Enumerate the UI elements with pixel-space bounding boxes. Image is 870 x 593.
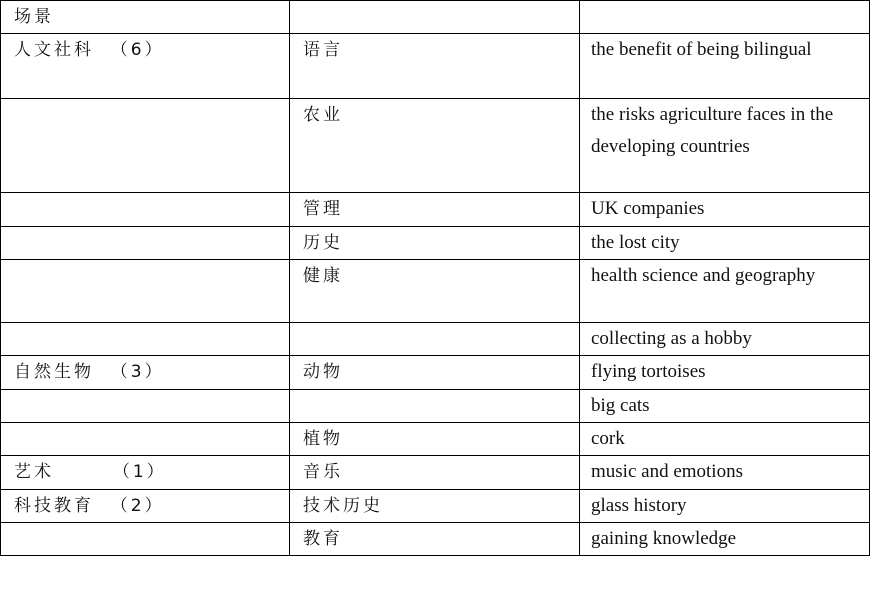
table-row bbox=[1, 423, 870, 456]
topic-text: the risks agriculture faces in the developing countries bbox=[591, 104, 834, 157]
topic-text: health science and geography bbox=[591, 265, 816, 286]
subfield-text: 教育 bbox=[303, 529, 343, 549]
category-cell bbox=[1, 227, 290, 260]
topic-cell bbox=[580, 1, 870, 34]
topic-text: big cats bbox=[591, 395, 650, 416]
table-row bbox=[1, 34, 870, 99]
subfield-text: 语言 bbox=[303, 40, 343, 60]
category-text bbox=[1, 227, 289, 231]
topic-text: glass history bbox=[591, 495, 687, 516]
category-cell bbox=[1, 390, 290, 423]
topic-text: flying tortoises bbox=[591, 361, 706, 382]
category-cell bbox=[1, 193, 290, 227]
table-row bbox=[1, 227, 870, 260]
category-cell bbox=[1, 1, 290, 34]
subfield-text: 技术历史 bbox=[303, 496, 383, 516]
topic-text: music and emotions bbox=[591, 461, 743, 482]
topic-text: cork bbox=[591, 428, 625, 449]
subfield-text: 农业 bbox=[303, 105, 343, 125]
category-text bbox=[1, 523, 289, 527]
category-text: 自然生物 （3） bbox=[14, 362, 165, 382]
subfield-text: 健康 bbox=[303, 266, 343, 286]
table-row bbox=[1, 1, 870, 34]
topic-cell bbox=[580, 193, 870, 227]
table-row bbox=[1, 323, 870, 356]
topic-cell bbox=[580, 356, 870, 390]
topic-text: UK companies bbox=[591, 198, 705, 219]
topic-text: collecting as a hobby bbox=[591, 328, 752, 349]
category-cell bbox=[1, 423, 290, 456]
category-text bbox=[1, 390, 289, 394]
topic-cell bbox=[580, 99, 870, 193]
category-cell bbox=[1, 34, 290, 99]
subfield-text bbox=[290, 1, 579, 5]
category-cell bbox=[1, 356, 290, 390]
subfield-cell bbox=[290, 99, 580, 193]
topic-text: gaining knowledge bbox=[591, 528, 737, 549]
topic-cell bbox=[580, 323, 870, 356]
category-text: 艺术 （1） bbox=[14, 462, 167, 482]
category-text bbox=[1, 193, 289, 197]
subfield-cell bbox=[290, 227, 580, 260]
subfield-text: 植物 bbox=[303, 429, 343, 449]
category-cell bbox=[1, 99, 290, 193]
table-row bbox=[1, 193, 870, 227]
subfield-cell bbox=[290, 193, 580, 227]
table-row bbox=[1, 456, 870, 490]
category-text bbox=[1, 260, 289, 264]
category-text bbox=[1, 323, 289, 327]
subfield-text: 动物 bbox=[303, 362, 343, 382]
topic-cell bbox=[580, 490, 870, 523]
table-row bbox=[1, 390, 870, 423]
topic-text: the benefit of being bilingual bbox=[591, 39, 812, 60]
table-row bbox=[1, 523, 870, 556]
subfield-cell bbox=[290, 523, 580, 556]
topic-cell bbox=[580, 227, 870, 260]
subfield-cell bbox=[290, 1, 580, 34]
topic-cell bbox=[580, 456, 870, 490]
category-cell bbox=[1, 523, 290, 556]
subfield-cell bbox=[290, 323, 580, 356]
subfield-cell bbox=[290, 390, 580, 423]
table-row bbox=[1, 490, 870, 523]
subfield-cell bbox=[290, 423, 580, 456]
subfield-text: 历史 bbox=[303, 233, 343, 253]
subfield-cell bbox=[290, 490, 580, 523]
table-row bbox=[1, 356, 870, 390]
subfield-cell bbox=[290, 456, 580, 490]
subfield-cell bbox=[290, 34, 580, 99]
category-text: 人文社科 （6） bbox=[14, 40, 165, 60]
category-text: 科技教育 （2） bbox=[14, 496, 165, 516]
table-row bbox=[1, 260, 870, 323]
subfield-cell bbox=[290, 260, 580, 323]
topic-cell bbox=[580, 423, 870, 456]
category-cell bbox=[1, 260, 290, 323]
topic-cell bbox=[580, 34, 870, 99]
category-cell bbox=[1, 323, 290, 356]
subfield-text bbox=[290, 390, 579, 394]
category-cell bbox=[1, 490, 290, 523]
topic-cell bbox=[580, 523, 870, 556]
category-text bbox=[1, 99, 289, 103]
subfield-text bbox=[290, 323, 579, 327]
table-row bbox=[1, 99, 870, 193]
topic-cell bbox=[580, 260, 870, 323]
category-cell bbox=[1, 456, 290, 490]
topic-cell bbox=[580, 390, 870, 423]
topic-text: the lost city bbox=[591, 232, 680, 253]
subfield-cell bbox=[290, 356, 580, 390]
subfield-text: 管理 bbox=[303, 199, 343, 219]
category-text bbox=[1, 423, 289, 427]
subfield-text: 音乐 bbox=[303, 462, 343, 482]
category-text: 场景 bbox=[14, 7, 54, 27]
